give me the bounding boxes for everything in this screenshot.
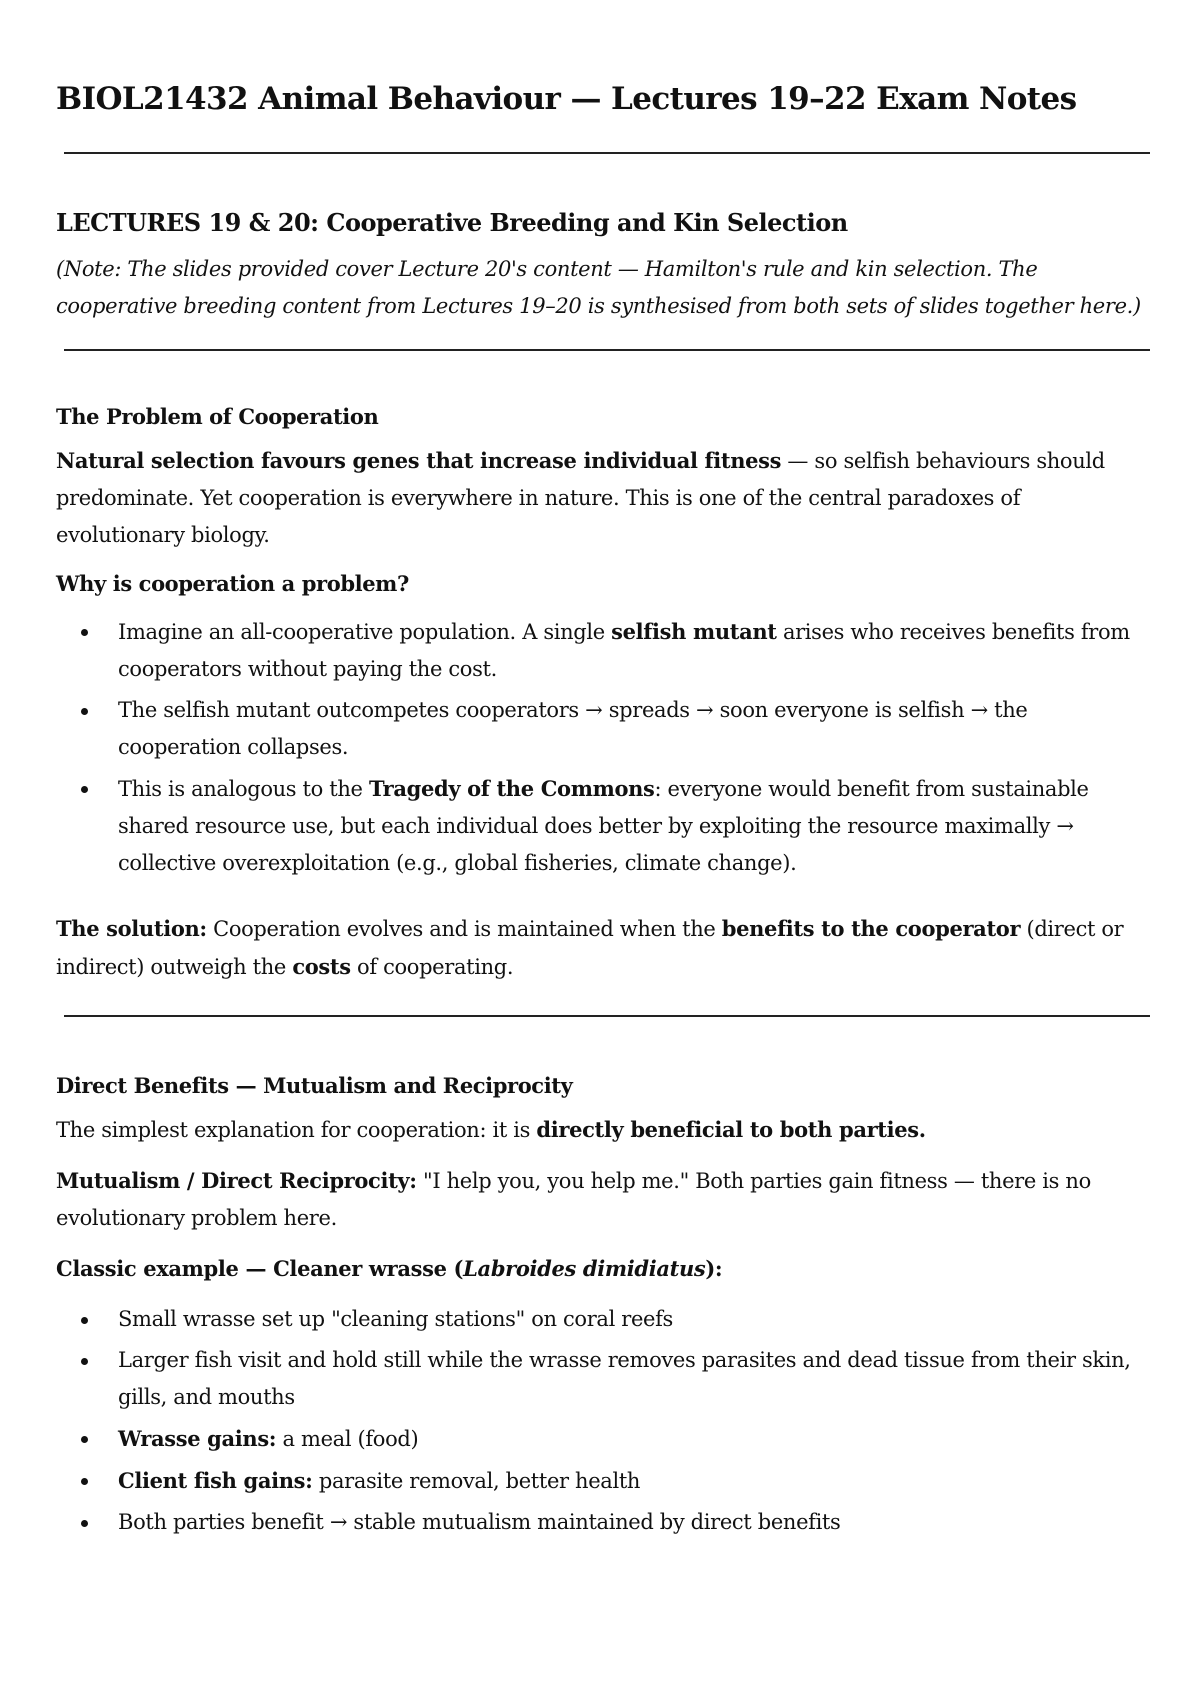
- text: Classic example — Cleaner wrasse (: [56, 1256, 464, 1281]
- text: Cooperation evolves and is maintained when the: [206, 917, 722, 941]
- text: — so selfish behaviours should predominate. Yet cooperation is everywhere in nature. This is one of the central paradoxes of evolutionary biology.: [56, 449, 1105, 547]
- divider: [64, 152, 1150, 154]
- mutualism-paragraph: [56, 1162, 1154, 1237]
- text: : everyone would benefit from sustainable shared resource use, but each individual does better by exploiting the resource maximally → collective overexploitation (e.g., global fisheries, climate change).: [118, 777, 1089, 875]
- problem-intro-paragraph: [56, 442, 1154, 554]
- list-item: [56, 1301, 1154, 1338]
- divider: [64, 349, 1150, 351]
- divider: [64, 1015, 1150, 1017]
- text: ):: [705, 1256, 723, 1281]
- text: arises who receives benefits from cooperators without paying the cost.: [118, 620, 1130, 681]
- bold-text: Client fish gains:: [118, 1468, 313, 1493]
- subheading-direct-benefits: Direct Benefits — Mutualism and Reciprocity: [56, 1073, 573, 1098]
- classic-example-heading: [56, 1250, 1154, 1287]
- bold-text: selfish mutant: [611, 619, 777, 644]
- list-item: [56, 770, 1154, 882]
- bold-text: Mutualism / Direct Reciprocity:: [56, 1168, 417, 1193]
- subheading-problem-of-cooperation: The Problem of Cooperation: [56, 404, 379, 429]
- list-item: [56, 1462, 1154, 1500]
- species-name: Labroides dimidiatus: [463, 1256, 706, 1281]
- solution-paragraph: [56, 910, 1154, 986]
- list-item: [56, 1504, 1154, 1541]
- document-title: BIOL21432 Animal Behaviour — Lectures 19–22 Exam Notes: [56, 81, 1077, 117]
- section-heading-lectures-19-20: LECTURES 19 & 20: Cooperative Breeding and Kin Selection: [56, 208, 848, 237]
- text: Small wrasse set up "cleaning stations" on coral reefs: [118, 1307, 673, 1331]
- bold-text: costs: [292, 954, 351, 979]
- text: a meal (food): [276, 1427, 419, 1451]
- text: (direct or indirect) outweigh the: [56, 917, 1124, 979]
- text: Larger fish visit and hold still while the wrasse removes parasites and dead tissue from their skin, gills, and mouths: [118, 1348, 1131, 1409]
- text: This is analogous to the: [118, 777, 369, 801]
- text: "I help you, you help me." Both parties gain fitness — there is no evolutionary problem here.: [56, 1169, 1091, 1230]
- direct-intro-paragraph: [56, 1111, 1154, 1149]
- wrasse-bullet-list: [56, 1301, 1154, 1541]
- text: Both parties benefit → stable mutualism maintained by direct benefits: [118, 1510, 841, 1534]
- text: The simplest explanation for cooperation: it is: [56, 1118, 537, 1142]
- text: The selfish mutant outcompetes cooperators → spreads → soon everyone is selfish → the cooperation collapses.: [118, 698, 1028, 759]
- section-note: (Note: The slides provided cover Lecture 20's content — Hamilton's rule and kin selection. The cooperative breeding content from Lectures 19–20 is synthesised from both sets of slides together here.): [56, 257, 1141, 318]
- list-item: [56, 692, 1154, 766]
- bold-text: benefits to the cooperator: [721, 916, 1021, 941]
- bold-text: Wrasse gains:: [118, 1426, 277, 1451]
- problem-bullet-list: [56, 613, 1154, 882]
- list-item: [56, 1342, 1154, 1416]
- list-item: [56, 1420, 1154, 1458]
- bold-text: Tragedy of the Commons: [368, 776, 655, 801]
- bold-text: directly beneficial to both parties.: [536, 1117, 926, 1142]
- text: of cooperating.: [350, 955, 514, 979]
- text: parasite removal, better health: [312, 1469, 641, 1493]
- list-item: [56, 613, 1154, 688]
- text: Imagine an all-cooperative population. A single: [118, 620, 612, 644]
- bold-text: The solution:: [56, 916, 207, 941]
- subheading-why-problem: Why is cooperation a problem?: [56, 571, 409, 596]
- bold-text: Natural selection favours genes that increase individual fitness: [56, 448, 782, 473]
